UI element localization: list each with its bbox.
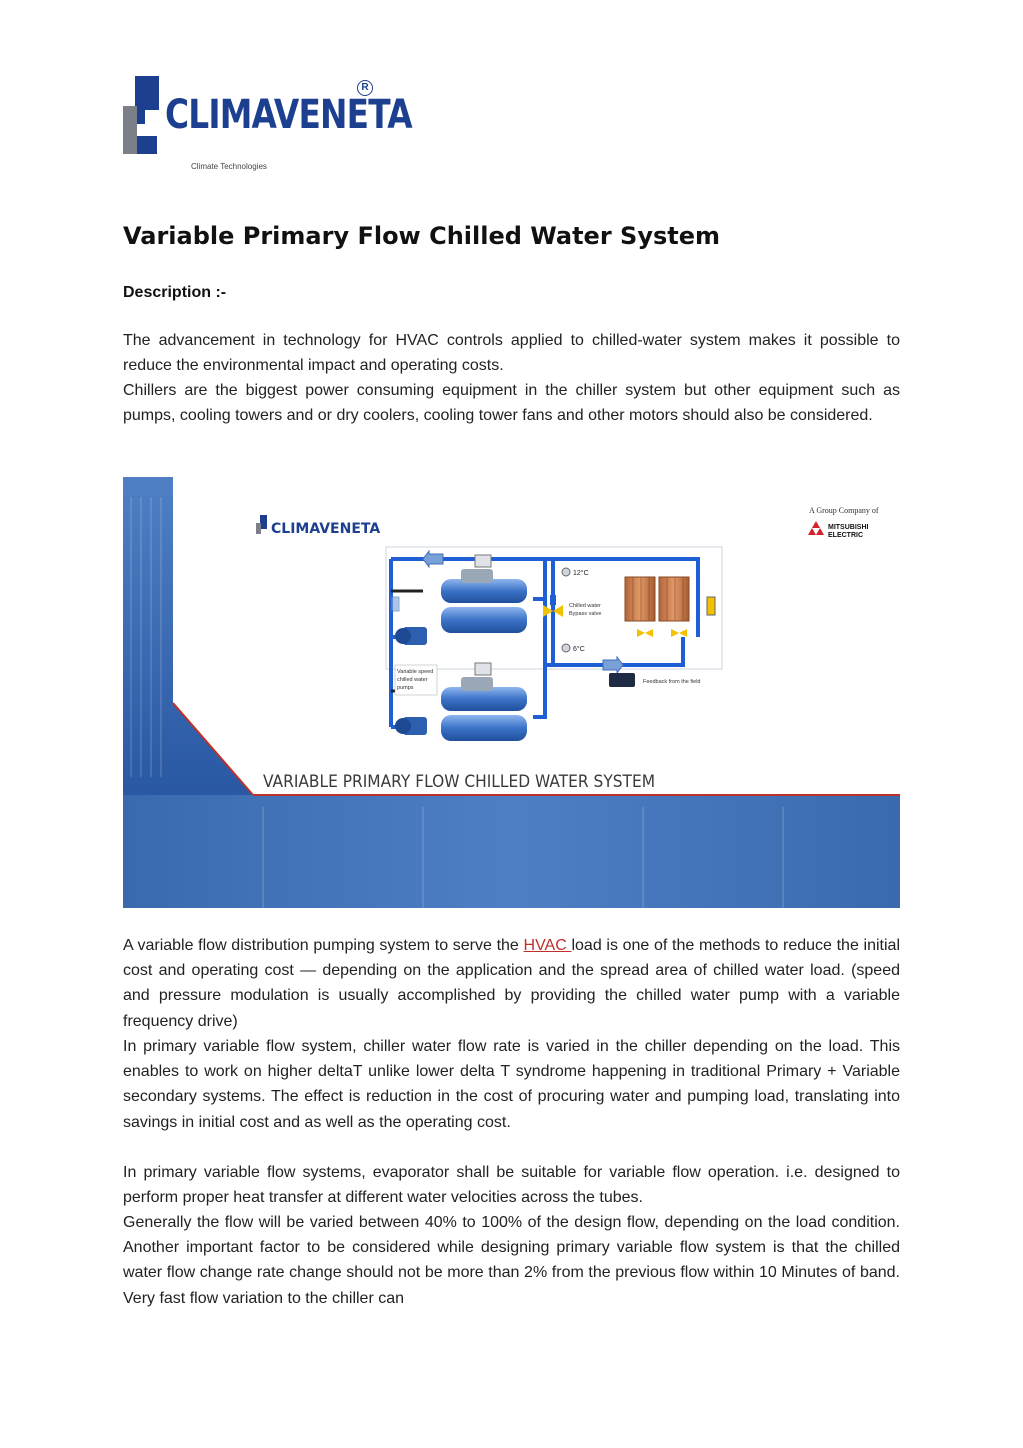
hvac-link[interactable]: HVAC — [523, 937, 572, 954]
description-label: Description :- — [123, 284, 227, 301]
logo-mark-icon — [123, 76, 167, 156]
pump-label-line-2: chilled water — [397, 677, 428, 683]
cooling-coil-right — [659, 577, 689, 621]
body-p1-text-start: A variable flow distribution pumping system to serve the — [123, 937, 524, 954]
body-paragraph-1 — [123, 933, 900, 1034]
pump-lower-icon — [395, 717, 427, 735]
feedback-label: Feedback from the field — [643, 679, 701, 685]
banner-brand-text: CLIMAVENETA — [271, 521, 381, 537]
pump-label-line-1: Variable speed — [397, 669, 434, 675]
system-diagram-banner — [123, 477, 900, 908]
bypass-label-line-1: Chilled water — [569, 603, 601, 609]
cooling-coil-left — [625, 577, 655, 621]
partner-line-2: ELECTRIC — [828, 532, 863, 539]
body-paragraph-3: In primary variable flow systems, evaporator shall be suitable for variable flow operation. i.e. designed to perform proper heat transfer at different water velocities across the tubes. — [123, 1164, 900, 1207]
temp-supply-label: 12°C — [573, 570, 589, 577]
field-sensor-icon — [707, 597, 715, 615]
body-paragraph-2: In primary variable flow system, chiller water flow rate is varied in the chiller depending on the load. This enables to work on higher deltaT unlike lower delta T syndrome happening in traditional Primary + Variable secondary systems. The effect is reduction in the cost of procuring water and pumping load, translating into savings in initial cost and as well as the operating cost. — [123, 1038, 900, 1131]
intro-paragraph-2: Chillers are the biggest power consuming equipment in the chiller system but other equipment such as pumps, cooling towers and or dry coolers, cooling tower fans and other motors should also be considered. — [123, 382, 900, 425]
body-p1-text-end: load is one of the methods to reduce the initial cost and operating cost — depending on the application and the spread area of chilled water load. (speed and pressure modulation is usually accomplished by providing the chilled water pump with a variable frequency drive) — [123, 937, 900, 1030]
temp-return-label: 6°C — [573, 646, 585, 653]
temp-sensor-return-icon — [562, 644, 570, 652]
document-title: Variable Primary Flow Chilled Water System — [123, 222, 720, 250]
group-company-text: A Group Company of — [809, 506, 879, 515]
intro-paragraph-1: The advancement in technology for HVAC controls applied to chilled-water system makes it possible to reduce the environmental impact and operating costs. — [123, 332, 900, 375]
bypass-label-line-2: Bypass valve — [569, 611, 602, 617]
pump-upper-icon — [395, 627, 427, 645]
banner-caption: VARIABLE PRIMARY FLOW CHILLED WATER SYSTEM — [263, 772, 655, 792]
pump-label-line-3: pumps — [397, 685, 414, 691]
temp-sensor-supply-icon — [562, 568, 570, 576]
logo-wordmark: CLIMAVENETA — [165, 92, 412, 138]
body-paragraph-4: Generally the flow will be varied between 40% to 100% of the design flow, depending on the load condition. Another important factor to be considered while designing primary variable flow system is that the chilled water flow change rate change should not be more than 2% from the previous flow within 10 Minutes of band. Very fast flow variation to the chiller can — [123, 1214, 900, 1307]
company-logo — [123, 76, 412, 176]
partner-line-1: MITSUBISHI — [828, 524, 869, 531]
controller-icon — [609, 673, 635, 687]
logo-tagline: Climate Technologies — [191, 162, 267, 171]
registered-mark: R — [357, 80, 373, 96]
